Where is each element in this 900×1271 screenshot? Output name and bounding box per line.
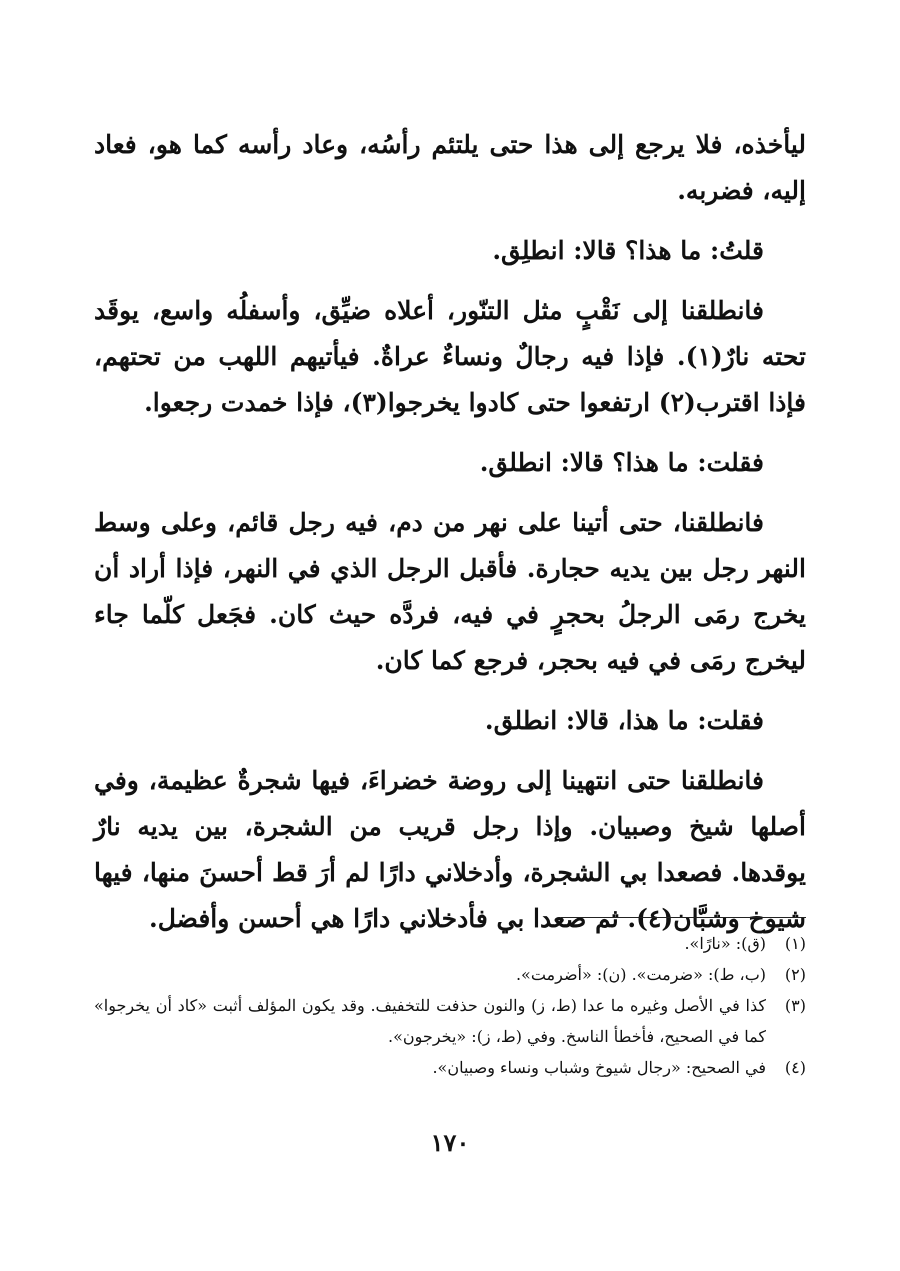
footnote — [94, 1052, 806, 1083]
page-number: ١٧٠ — [430, 1128, 470, 1157]
paragraph: قلتُ: ما هذا؟ قالا: انطلِق. — [492, 236, 764, 265]
paragraph: فقلت: ما هذا، قالا: انطلق. — [484, 706, 764, 735]
main-text — [94, 122, 806, 942]
paragraph: فانطلقنا إلى نَقْبٍ مثل التنّور، أعلاه ضيِّق، وأسفلُه واسع، يوقَد تحته نارٌ(١). فإذا فيه رجالٌ ونساءٌ عراةٌ. فيأتيهم اللهب من تحتهم، فإذا اقترب(٢) ارتفعوا حتى كادوا يخرجوا(٣)، فإذا خمدت رجعوا. — [94, 296, 806, 417]
footnotes — [94, 928, 806, 1083]
footnote-separator — [561, 917, 806, 918]
footnote — [94, 990, 806, 1052]
footnote-text: في الصحيح: «رجال شيوخ وشباب ونساء وصبيان». — [432, 1058, 766, 1077]
footnote-number: (٤) — [784, 1058, 806, 1077]
paragraph: ليأخذه، فلا يرجع إلى هذا حتى يلتئم رأسُه، وعاد رأسه كما هو، فعاد إليه، فضربه. — [94, 130, 806, 205]
footnote-text: كذا في الأصل وغيره ما عدا (ط، ز) والنون حذفت للتخفيف. وقد يكون المؤلف أثبت «كاد أن يخرجوا» كما في الصحيح، فأخطأ الناسخ. وفي (ط، ز): «يخرجون». — [94, 996, 766, 1046]
footnote-number: (٣) — [784, 996, 806, 1015]
footnote-number: (١) — [784, 934, 806, 953]
footnote — [94, 959, 806, 990]
page-body — [94, 122, 806, 942]
paragraph: فانطلقنا، حتى أتينا على نهر من دم، فيه رجل قائم، وعلى وسط النهر رجل بين يديه حجارة. فأقبل الرجل الذي في النهر، فإذا أراد أن يخرج رمَى الرجلُ بحجرٍ في فيه، فردَّه حيث كان. فجَعل كلّما جاء ليخرج رمَى في فيه بحجر، فرجع كما كان. — [94, 508, 806, 675]
footnote-text: (ق): «نارًا». — [684, 934, 766, 953]
paragraph: فانطلقنا حتى انتهينا إلى روضة خضراءَ، فيها شجرةٌ عظيمة، وفي أصلها شيخ وصبيان. وإذا رجل قريب من الشجرة، بين يديه نارٌ يوقدها. فصعدا بي الشجرة، وأدخلاني دارًا لم أرَ قط أحسنَ منها، فيها شيوخ وشبَّان(٤). ثم صعدا بي فأدخلاني دارًا هي أحسن وأفضل. — [94, 766, 806, 933]
footnote-text: (ب، ط): «ضرمت». (ن): «أضرمت». — [515, 965, 766, 984]
footnote — [94, 928, 806, 959]
paragraph: فقلت: ما هذا؟ قالا: انطلق. — [479, 448, 764, 477]
footnote-number: (٢) — [784, 965, 806, 984]
